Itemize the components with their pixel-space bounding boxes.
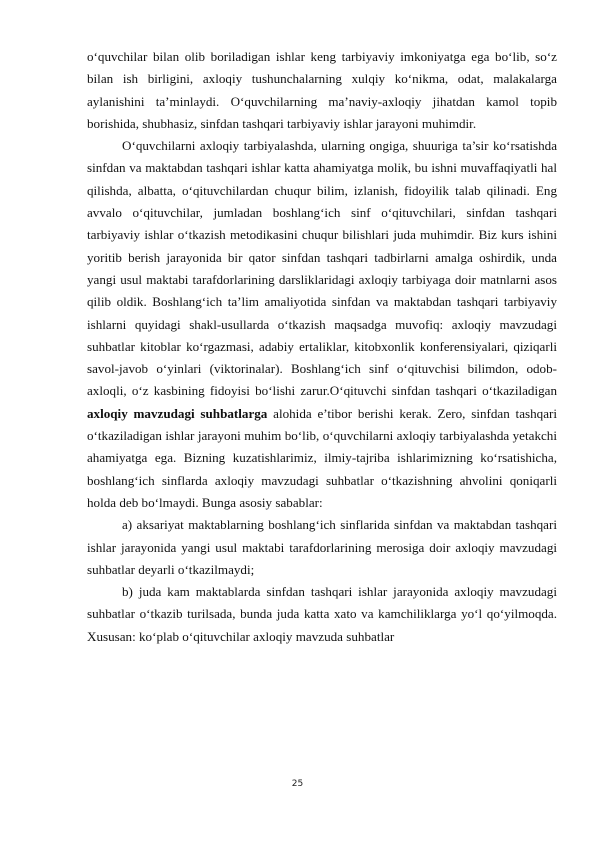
paragraph-1 — [87, 46, 557, 135]
paragraph-2-text: O‘quvchilarni axloqiy tarbiyalashda, ularning ongiga, shuuriga ta’sir ko‘rsatishda sinfdan va maktabdan tashqari ishlar katta ahamiyatga molik, bu ishni muvaffaqiyatli hal qilishda, albatta, o‘qituvchilardan chuqur bilim, izlanish, fidoyilik talab qilinadi. Eng avvalo o‘qituvchilar, jumladan boshlang‘ich sinf o‘qituvchilari, sinfdan tashqari tarbiyaviy ishlar o‘tkazish metodikasini chuqur bilishlari juda muhimdir. Biz kurs ishini yoritib berish jarayonida bir qator sinfdan tashqari tadbirlarni amalga oshirdik, unda yangi usul maktabi tarafdorlarining darsliklaridagi axloqiy tarbiyaga doir matnlarni asos qilib oldik. Boshlang‘ich ta’lim amaliyotida sinfdan va maktabdan tashqari tarbiyaviy ishlarni quyidagi shakl-usullarda o‘tkazish maqsadga muvofiq: axloqiy mavzudagi suhbatlar kitoblar ko‘rgazmasi, adabiy ertaliklar, kitobxonlik konferensiyalari, qiziqarli savol-javob o‘yinlari (viktorinalar). Boshlang‘ich sinf o‘qituvchisi bilimdon, odob-axloqli, o‘z kasbining fidoyisi bo‘lishi zarur.O‘qituvchi sinfdan tashqari o‘tkaziladigan — [87, 138, 557, 399]
paragraph-3-text: a) aksariyat maktablarning boshlang‘ich sinflarida sinfdan va maktabdan tashqari ishlar jarayonida yangi usul maktabi tarafdorlarining merosiga doir axloqiy mavzudagi suhbatlar deyarli o‘tkazilmaydi; — [87, 517, 557, 577]
page-number: 25 — [291, 779, 304, 789]
paragraph-2-bold-phrase: axloqiy mavzudagi suhbatlarga — [87, 405, 268, 421]
paragraph-4-text: b) juda kam maktablarda sinfdan tashqari ishlar jarayonida axloqiy mavzudagi suhbatlar o‘tkazib turilsada, bunda juda katta xato va kamchiliklarga yo‘l qo‘yilmoqda. Xususan: ko‘plab o‘qituvchilar axloqiy mavzuda suhbatlar — [87, 584, 557, 644]
document-body — [87, 46, 557, 648]
paragraph-1-text: o‘quvchilar bilan olib boriladigan ishlar keng tarbiyaviy imkoniyatga ega bo‘lib, so‘z bilan ish birligini, axloqiy tushunchalarning xulqiy ko‘nikma, odat, malakalarga aylanishini ta’minlaydi. O‘quvchilarning ma’naviy-axloqiy jihatdan kamol topib borishida, shubhasiz, sinfdan tashqari tarbiyaviy ishlar jarayoni muhimdir. — [87, 49, 557, 131]
paragraph-4 — [87, 581, 557, 648]
paragraph-2 — [87, 135, 557, 514]
paragraph-2-text-after: alohida e’tibor berishi kerak. Zero, sinfdan tashqari o‘tkaziladigan ishlar jarayoni muhim bo‘lib, o‘quvchilarni axloqiy tarbiyalashda yetakchi ahamiyatga ega. Bizning kuzatishlarimiz, ilmiy-tajriba ishlarimizning ko‘rsatishicha, boshlang‘ich sinflarda axloqiy mavzudagi suhbatlar o‘tkazishning ahvolini qoniqarli holda deb bo‘lmaydi. Bunga asosiy sabablar: — [87, 405, 557, 510]
paragraph-3 — [87, 514, 557, 581]
